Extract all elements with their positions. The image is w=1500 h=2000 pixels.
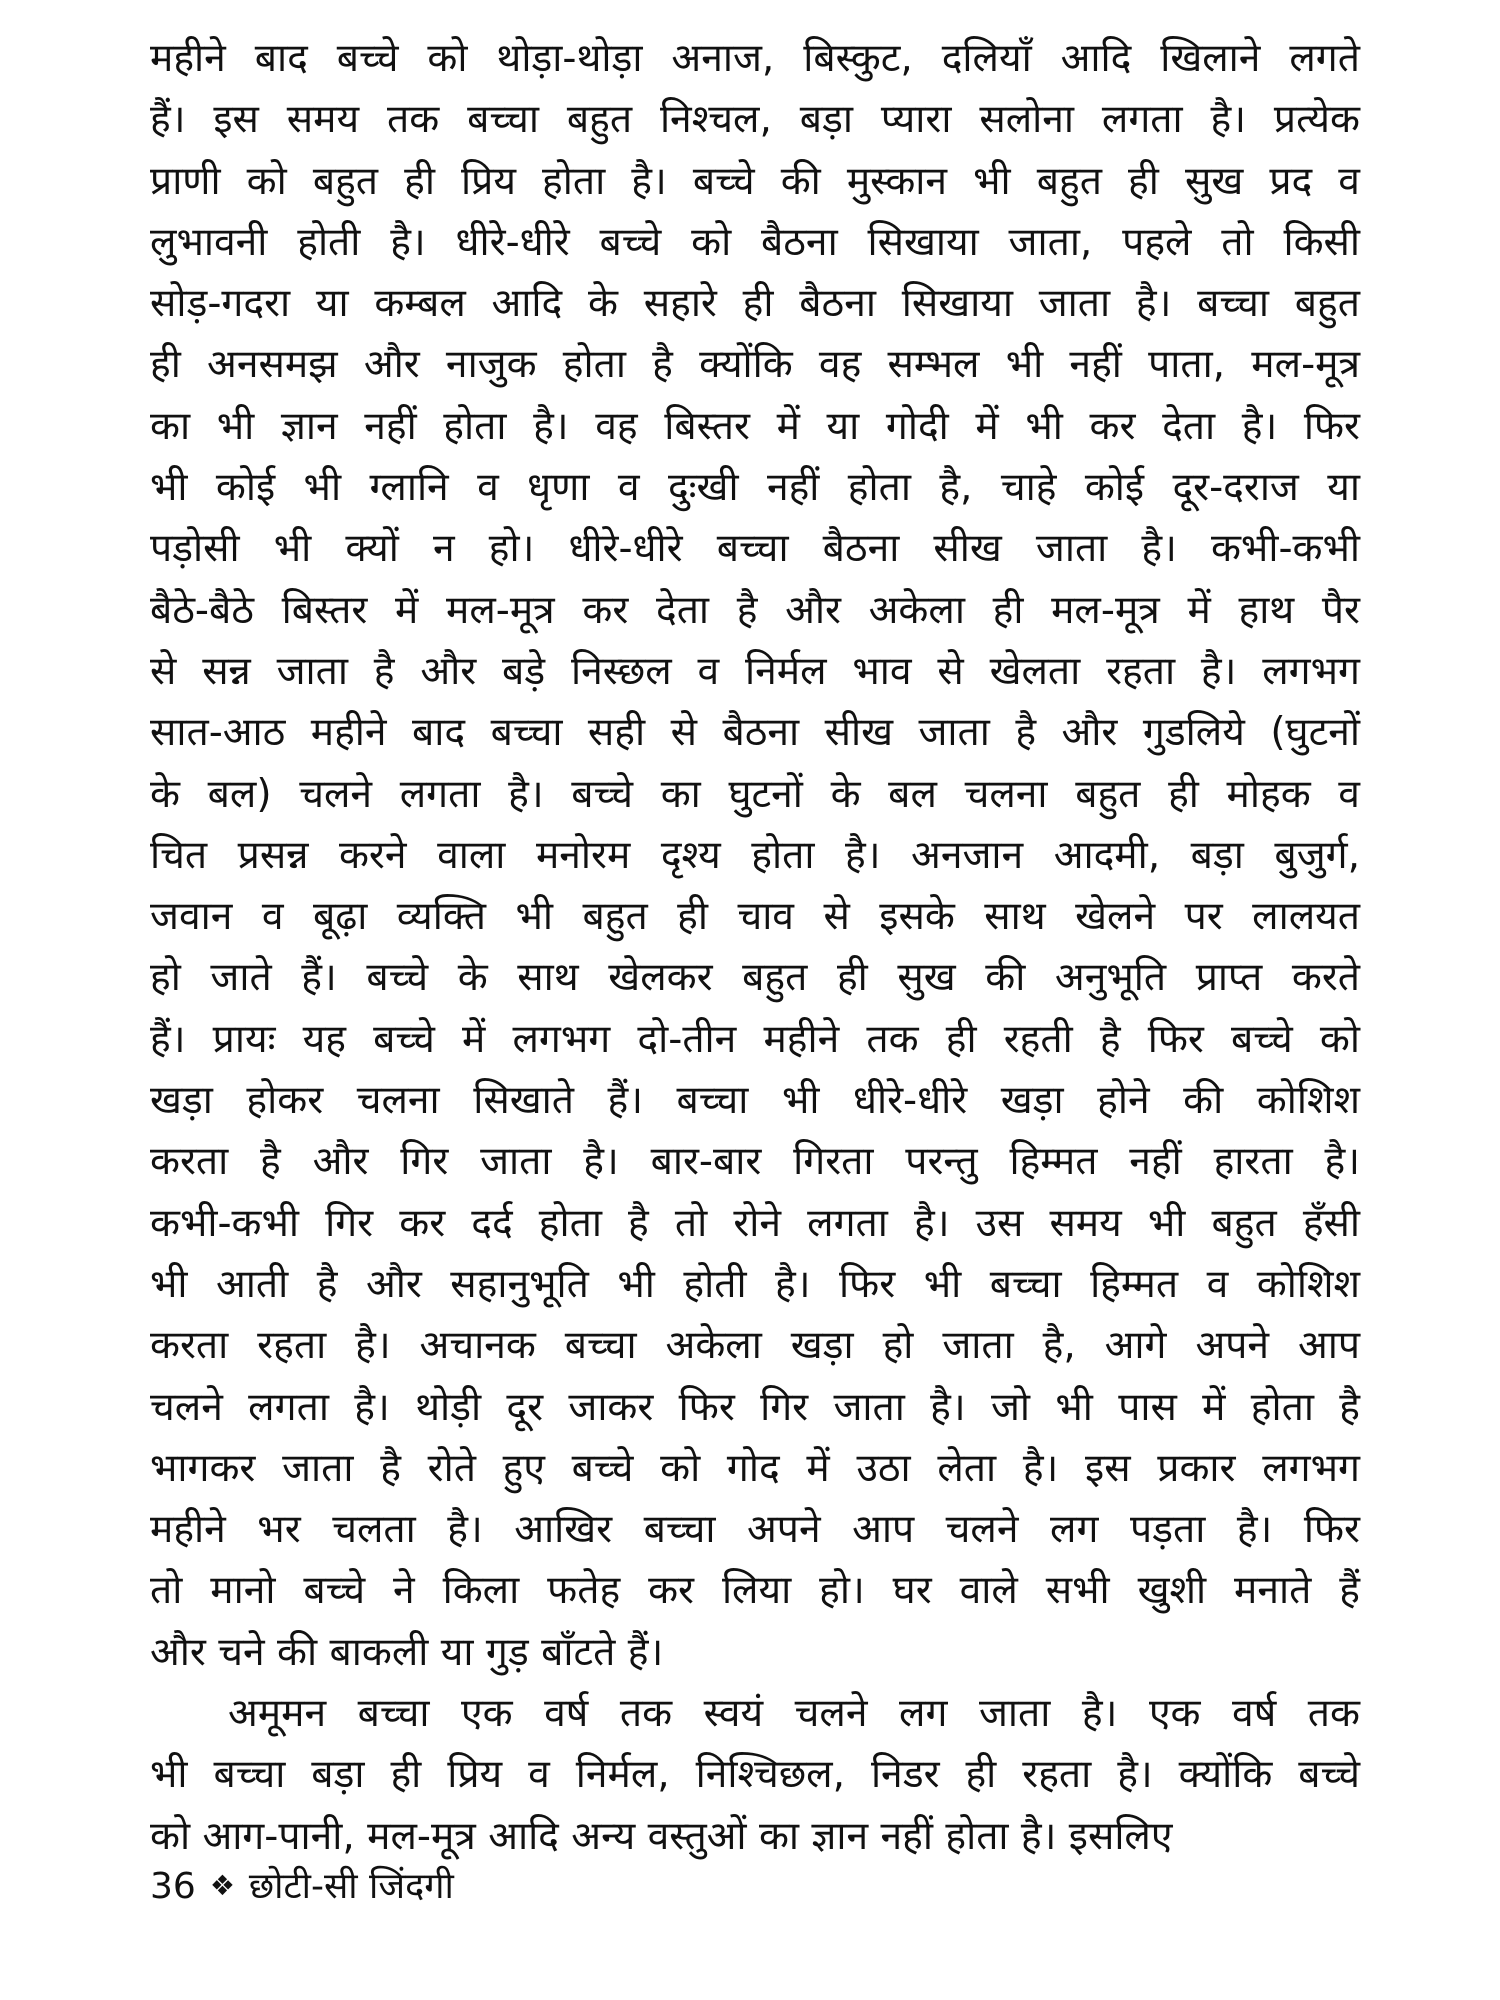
book-title: छोटी-सी जिंदगी: [248, 1866, 454, 1907]
text-line: तो मानो बच्चे ने किला फतेह कर लिया हो। घर वाले सभी खुशी मनाते हैं: [150, 1568, 1360, 1614]
text-line: हैं। इस समय तक बच्चा बहुत निश्चल, बड़ा प्यारा सलोना लगता है। प्रत्येक: [150, 97, 1360, 143]
text-line: जवान व बूढ़ा व्यक्ति भी बहुत ही चाव से इसके साथ खेलने पर लालयत: [150, 894, 1360, 940]
text-line: हैं। प्रायः यह बच्चे में लगभग दो-तीन महीने तक ही रहती है फिर बच्चे को: [150, 1016, 1360, 1062]
text-line: प्राणी को बहुत ही प्रिय होता है। बच्चे की मुस्कान भी बहुत ही सुख प्रद व: [150, 158, 1360, 204]
text-line: भी बच्चा बड़ा ही प्रिय व निर्मल, निश्चिछल, निडर ही रहता है। क्योंकि बच्चे: [150, 1752, 1360, 1798]
page-number: 36: [150, 1866, 196, 1907]
page-footer: [150, 1862, 454, 1911]
text-line: खड़ा होकर चलना सिखाते हैं। बच्चा भी धीरे-धीरे खड़ा होने की कोशिश: [150, 1078, 1360, 1124]
separator-icon: ❖: [209, 1869, 235, 1902]
text-line: भागकर जाता है रोते हुए बच्चे को गोद में उठा लेता है। इस प्रकार लगभग: [150, 1445, 1360, 1491]
text-line: भी आती है और सहानुभूति भी होती है। फिर भी बच्चा हिम्मत व कोशिश: [150, 1261, 1360, 1307]
text-line: का भी ज्ञान नहीं होता है। वह बिस्तर में या गोदी में भी कर देता है। फिर: [150, 403, 1360, 449]
text-line: और चने की बाकली या गुड़ बाँटते हैं।: [150, 1629, 664, 1675]
text-line: चलने लगता है। थोड़ी दूर जाकर फिर गिर जाता है। जो भी पास में होता है: [150, 1384, 1360, 1430]
text-line: बैठे-बैठे बिस्तर में मल-मूत्र कर देता है और अकेला ही मल-मूत्र में हाथ पैर: [150, 587, 1360, 633]
text-line: हो जाते हैं। बच्चे के साथ खेलकर बहुत ही सुख की अनुभूति प्राप्त करते: [150, 955, 1360, 1001]
book-page: [150, 28, 1360, 1972]
text-line: चित प्रसन्न करने वाला मनोरम दृश्य होता है। अनजान आदमी, बड़ा बुजुर्ग,: [150, 832, 1360, 878]
text-line: पड़ोसी भी क्यों न हो। धीरे-धीरे बच्चा बैठना सीख जाता है। कभी-कभी: [150, 526, 1360, 572]
body-text: [150, 28, 1360, 1867]
text-line: सोड़-गदरा या कम्बल आदि के सहारे ही बैठना सिखाया जाता है। बच्चा बहुत: [150, 281, 1360, 327]
text-line: भी कोई भी ग्लानि व धृणा व दुःखी नहीं होता है, चाहे कोई दूर-दराज या: [150, 465, 1360, 511]
text-line: सात-आठ महीने बाद बच्चा सही से बैठना सीख जाता है और गुडलिये (घुटनों: [150, 710, 1360, 756]
text-line: लुभावनी होती है। धीरे-धीरे बच्चे को बैठना सिखाया जाता, पहले तो किसी: [150, 219, 1360, 265]
text-line: को आग-पानी, मल-मूत्र आदि अन्य वस्तुओं का ज्ञान नहीं होता है। इसलिए: [150, 1813, 1173, 1859]
text-line: करता रहता है। अचानक बच्चा अकेला खड़ा हो जाता है, आगे अपने आप: [150, 1323, 1360, 1369]
text-line: से सन्न जाता है और बड़े निस्छल व निर्मल भाव से खेलता रहता है। लगभग: [150, 648, 1360, 694]
text-line: के बल) चलने लगता है। बच्चे का घुटनों के बल चलना बहुत ही मोहक व: [150, 771, 1360, 817]
text-line: महीने भर चलता है। आखिर बच्चा अपने आप चलने लग पड़ता है। फिर: [150, 1507, 1360, 1553]
paragraph: [150, 28, 1360, 1683]
text-line: महीने बाद बच्चे को थोड़ा-थोड़ा अनाज, बिस्कुट, दलियाँ आदि खिलाने लगते: [150, 36, 1360, 81]
paragraph: [150, 1683, 1360, 1867]
text-line: कभी-कभी गिर कर दर्द होता है तो रोने लगता है। उस समय भी बहुत हँसी: [150, 1200, 1360, 1246]
text-line: ही अनसमझ और नाजुक होता है क्योंकि वह सम्भल भी नहीं पाता, मल-मूत्र: [150, 342, 1360, 388]
text-line: अमूमन बच्चा एक वर्ष तक स्वयं चलने लग जाता है। एक वर्ष तक: [228, 1691, 1360, 1737]
text-line: करता है और गिर जाता है। बार-बार गिरता परन्तु हिम्मत नहीं हारता है।: [150, 1139, 1360, 1185]
